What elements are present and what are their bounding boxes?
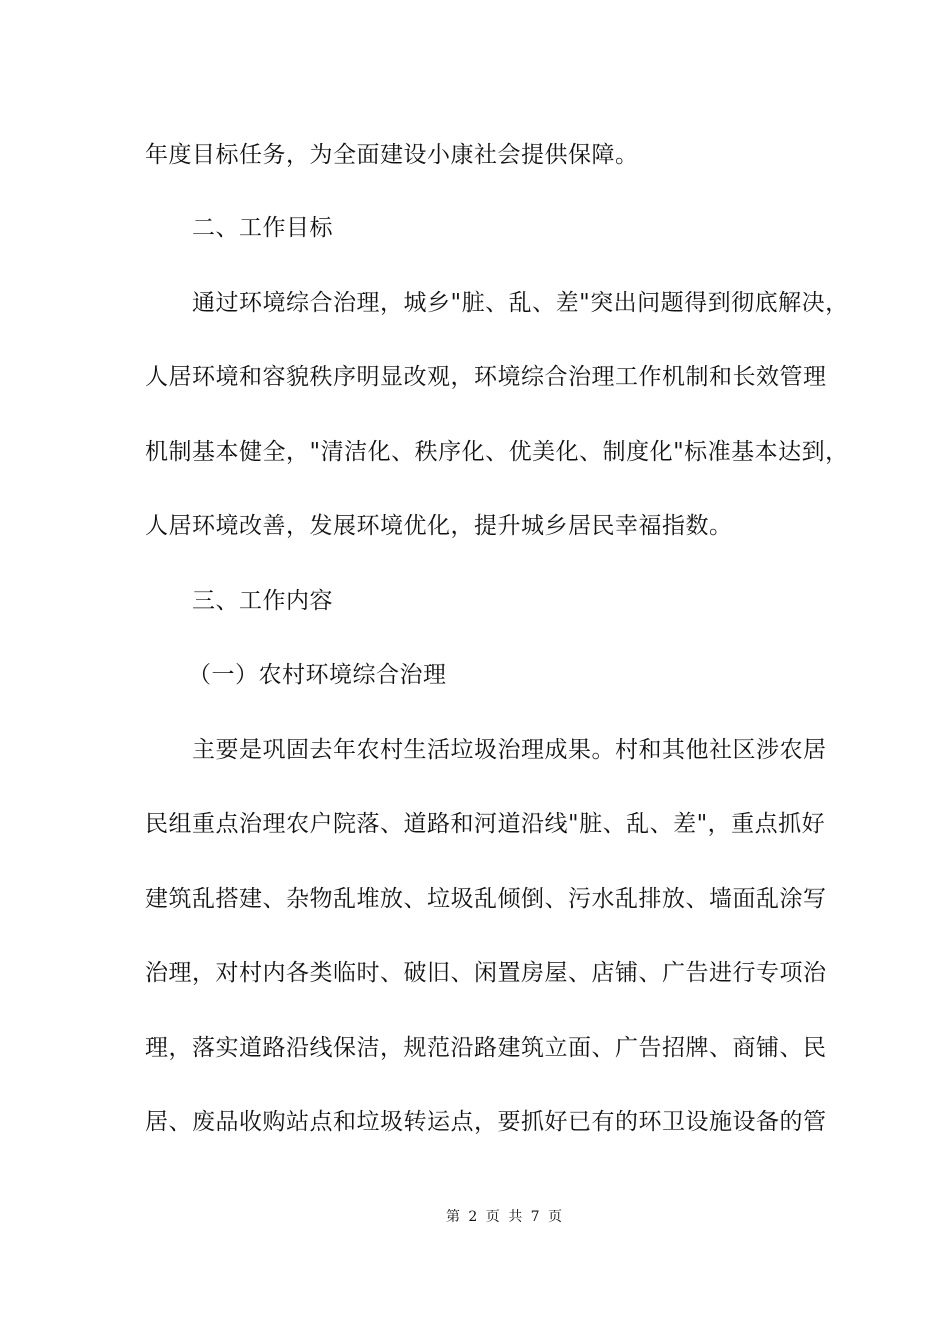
text-line-10: 民组重点治理农户院落、道路和河道沿线"脏、乱、差"，重点抓好: [145, 811, 826, 837]
text-line-5: 机制基本健全，"清洁化、秩序化、优美化、制度化"标准基本达到，: [145, 439, 849, 465]
text-line-3: 通过环境综合治理，城乡"脏、乱、差"突出问题得到彻底解决，: [192, 290, 849, 316]
text-line-11: 建筑乱搭建、杂物乱堆放、垃圾乱倾倒、污水乱排放、墙面乱涂写: [145, 886, 827, 912]
text-line-1: 年度目标任务，为全面建设小康社会提供保障。: [145, 142, 639, 168]
section-heading-content: 三、工作内容: [192, 588, 333, 614]
text-line-9: 主要是巩固去年农村生活垃圾治理成果。村和其他社区涉农居: [192, 737, 827, 763]
section-heading-goals: 二、工作目标: [192, 215, 333, 241]
page-number-footer: 第 2 页 共 7 页: [445, 1209, 565, 1225]
text-line-6: 人居环境改善，发展环境优化，提升城乡居民幸福指数。: [145, 513, 733, 539]
text-line-14: 居、废品收购站点和垃圾转运点，要抓好已有的环卫设施设备的管: [145, 1109, 827, 1135]
subsection-heading-rural: （一）农村环境综合治理: [188, 662, 447, 688]
text-line-13: 理，落实道路沿线保洁，规范沿路建筑立面、广告招牌、商铺、民: [145, 1035, 827, 1061]
text-line-12: 治理，对村内各类临时、破旧、闲置房屋、店铺、广告进行专项治: [145, 960, 827, 986]
text-line-4: 人居环境和容貌秩序明显改观，环境综合治理工作机制和长效管理: [145, 364, 827, 390]
